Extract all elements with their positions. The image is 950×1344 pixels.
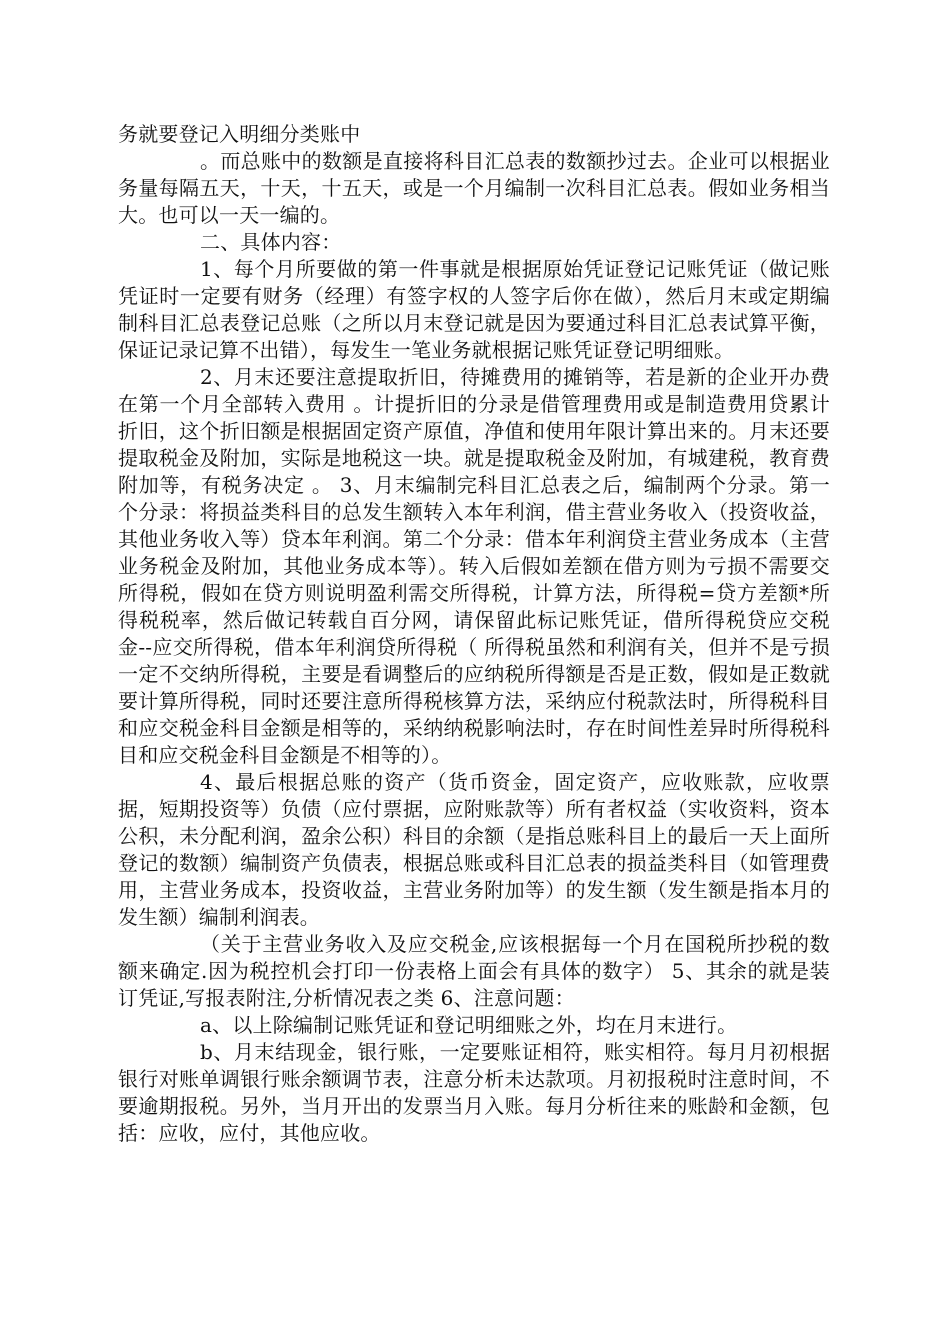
paragraph-item-a: a、以上除编制记账凭证和登记明细账之外，均在月末进行。 [200,1013,738,1037]
paragraph-summary-ledger: 。而总账中的数额是直接将科目汇总表的数额抄过去。企业可以根据业务量每隔五天，十天，十五天，或是一个月编制一次科目汇总表。假如业务相当大。也可以一天一编的。 [118,149,830,227]
paragraph-item-4: 4、最后根据总账的资产（货币资金，固定资产，应收账款，应收票据，短期投资等）负债（应付票据，应附账款等）所有者权益（实收资料，资本公积，未分配利润，盈余公积）科目的余额（是指总账科目上的最后一天上面所登记的数额）编制资产负债表，根据总账或科目汇总表的损益类科目（如管理费用，主营业务成本，投资收益，主营业务附加等）的发生额（发生额是指本月的发生额）编制利润表。 [118,770,830,929]
paragraph-item-1: 1、每个月所要做的第一件事就是根据原始凭证登记记账凭证（做记账凭证时一定要有财务（经理）有签字权的人签字后你在做），然后月末或定期编制科目汇总表登记总账（之所以月末登记就是因为要通过科目汇总表试算平衡，保证记录记算不出错），每发生一笔业务就根据记账凭证登记明细账。 [118,257,830,362]
paragraph-continuation: 务就要登记入明细分类账中 [118,122,361,146]
paragraph-note-5-6: （关于主营业务收入及应交税金,应该根据每一个月在国税所抄税的数额来确定.因为税控机会打印一份表格上面会有具体的数字） 5、其余的就是装订凭证,写报表附注,分析情况表之类 6、注意问题： [118,932,830,1010]
section-heading-specific-content: 二、具体内容： [200,230,342,254]
paragraph-item-2-3: 2、月末还要注意提取折旧，待摊费用的摊销等，若是新的企业开办费在第一个月全部转入费用 。计提折旧的分录是借管理费用或是制造费用贷累计折旧，这个折旧额是根据固定资产原值，净值和使用年限计算出来的。月末还要提取税金及附加，实际是地税这一块。就是提取税金及附加，有城建税，教育费附加等，有税务决定 。 3、月末编制完科目汇总表之后，编制两个分录。第一个分录：将损益类科目的总发生额转入本年利润，借主营业务收入（投资收益，其他业务收入等）贷本年利润。第二个分录：借本年利润贷主营业务成本（主营业务税金及附加，其他业务成本等）。转入后假如差额在借方则为亏损不需要交所得税，假如在贷方则说明盈利需交所得税，计算方法，所得税=贷方差额*所得税税率，然后做记转载自百分网，请保留此标记账凭证，借所得税贷应交税金--应交所得税，借本年利润贷所得税（ 所得税虽然和利润有关，但并不是亏损一定不交纳所得税，主要是看调整后的应纳税所得额是否是正数，假如是正数就要计算所得税，同时还要注意所得税核算方法，采纳应付税款法时，所得税科目和应交税金科目金额是相等的，采纳纳税影响法时，存在时间性差异时所得税科目和应交税金科目金额是不相等的）。 [118,365,830,767]
document-body [118,121,830,1147]
paragraph-item-b: b、月末结现金，银行账，一定要账证相符，账实相符。每月月初根据银行对账单调银行账余额调节表，注意分析未达款项。月初报税时注意时间，不要逾期报税。另外，当月开出的发票当月入账。每月分析往来的账龄和金额，包括：应收，应付，其他应收。 [118,1040,830,1145]
